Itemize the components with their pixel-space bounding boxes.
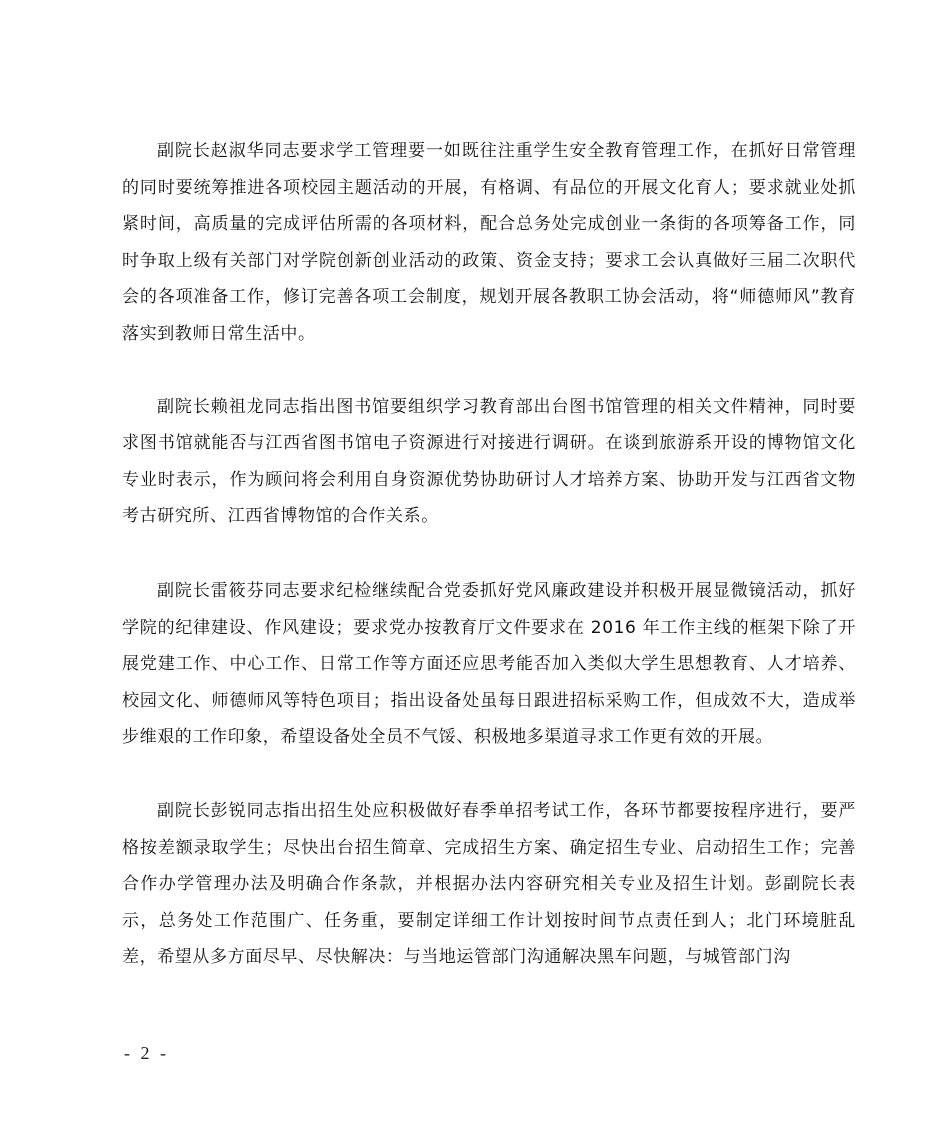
- document-body: [122, 133, 856, 1012]
- paragraph-lai-zulong: 副院长赖祖龙同志指出图书馆要组织学习教育部出台图书馆管理的相关文件精神，同时要求图书馆就能否与江西省图书馆电子资源进行对接进行调研。在谈到旅游系开设的博物馆文化专业时表示，作为顾问将会利用自身资源优势协助研讨人才培养方案、协助开发与江西省文物考古研究所、江西省博物馆的合作关系。: [122, 396, 856, 527]
- page-number: - 2 -: [124, 1043, 169, 1063]
- paragraph-lei-xiaofen: 副院长雷筱芬同志要求纪检继续配合党委抓好党风廉政建设并积极开展显微镜活动，抓好学院的纪律建设、作风建设；要求党办按教育厅文件要求在 2016 年工作主线的框架下除了开展党建工作、中心工作、日常工作等方面还应思考能否加入类似大学生思想教育、人才培养、校园文化、师德师风等特色项目；指出设备处虽每日跟进招标采购工作，但成效不大，造成举步维艰的工作印象，希望设备处全员不气馁、积极地多渠道寻求工作更有效的开展。: [122, 580, 856, 748]
- paragraph-zhao-shuhua: 副院长赵淑华同志要求学工管理要一如既往注重学生安全教育管理工作，在抓好日常管理的同时要统筹推进各项校园主题活动的开展，有格调、有品位的开展文化育人；要求就业处抓紧时间，高质量的完成评估所需的各项材料，配合总务处完成创业一条街的各项筹备工作，同时争取上级有关部门对学院创新创业活动的政策、资金支持；要求工会认真做好三届二次职代会的各项准备工作，修订完善各项工会制度，规划开展各教职工协会活动，将“师德师风”教育落实到教师日常生活中。: [122, 141, 856, 344]
- paragraph-peng-rui: 副院长彭锐同志指出招生处应积极做好春季单招考试工作，各环节都要按程序进行，要严格按差额录取学生；尽快出台招生简章、完成招生方案、确定招生专业、启动招生工作；完善合作办学管理办法及明确合作条款，并根据办法内容研究相关专业及招生计划。彭副院长表示，总务处工作范围广、任务重，要制定详细工作计划按时间节点责任到人；北门环境脏乱差，希望从多方面尽早、尽快解决：与当地运管部门沟通解决黑车问题，与城管部门沟: [122, 800, 856, 968]
